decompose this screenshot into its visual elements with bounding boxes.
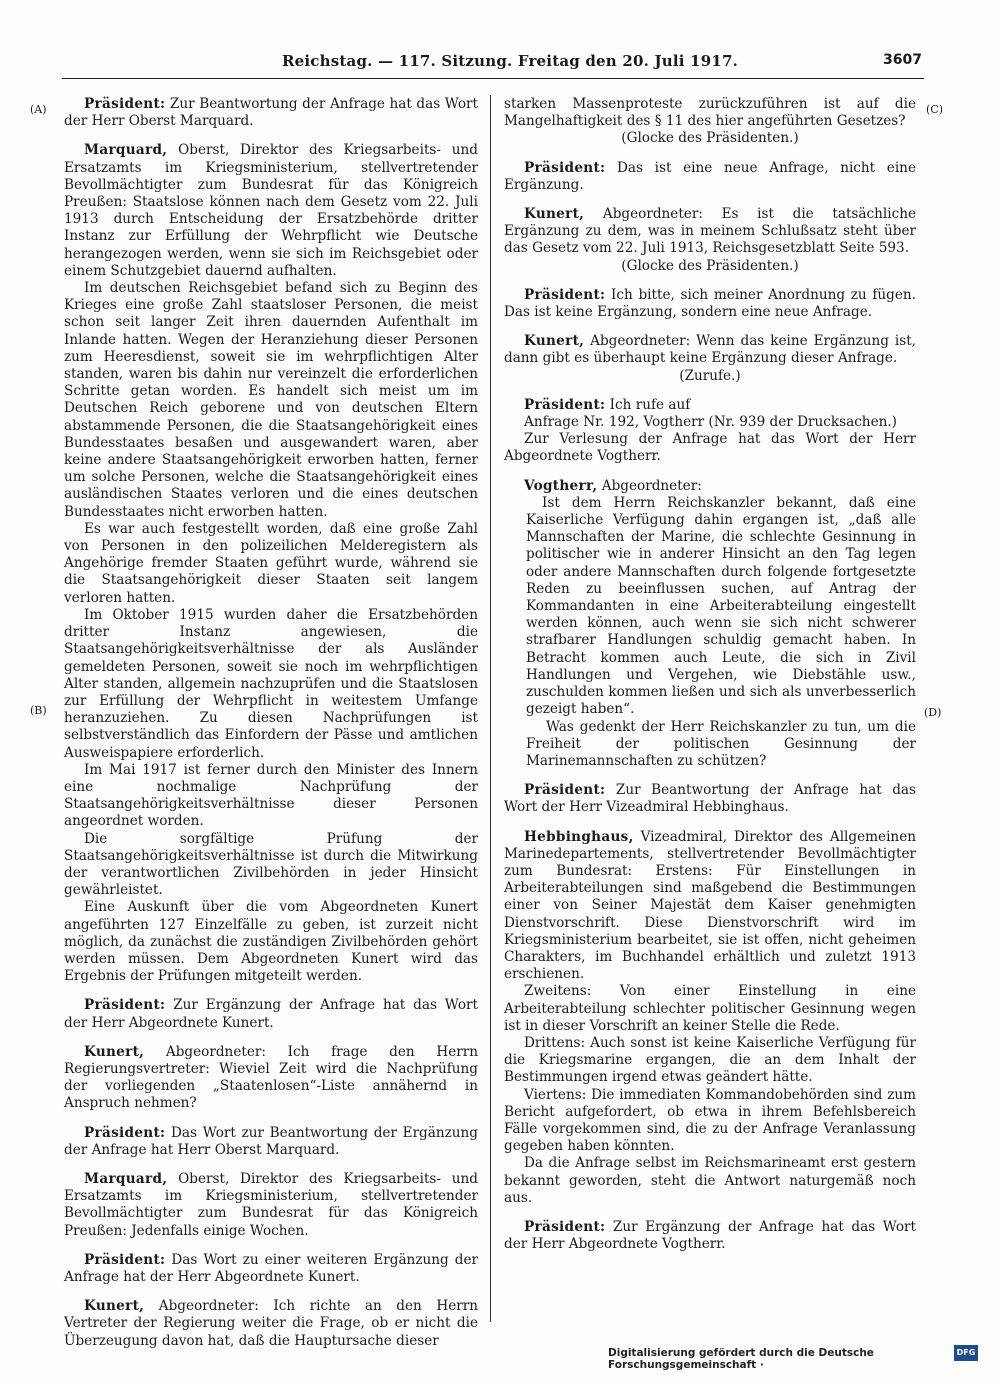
speaker-name: Vogtherr, [524,477,598,494]
stage-direction: (Zurufe.) [679,367,741,384]
left-column [64,96,478,1350]
speaker-name: Hebbinghaus, [524,828,634,845]
paragraph-text: Abgeordneter: Es ist die tatsächliche Ergänzung zu dem, was in meinem Schlußsatz steht über das Gesetz vom 22. Juli 1913, Reichsgesetzblatt Seite 593. [504,206,916,257]
margin-mark-c: (C) [926,103,943,116]
paragraph [504,333,916,367]
speaker-name: Präsident: [524,782,606,799]
paragraph [504,397,916,414]
paragraph-text: Das ist eine neue Anfrage, nicht eine Ergänzung. [504,159,916,193]
paragraph: starken Massenproteste zurückzuführen ist auf die Mangelhaftigkeit des § 11 des hier angeführten Gesetzes? [504,96,916,130]
paragraph [64,997,478,1031]
speaker-name: Präsident: [84,1251,166,1268]
paragraph [64,1298,478,1350]
speaker-name: Präsident: [524,286,606,303]
paragraph-text: Zur Ergänzung der Anfrage hat das Wort der Herr Abgeordnete Vogtherr. [504,1218,916,1253]
footer-text: Digitalisierung gefördert durch die Deutsche Forschungsgemeinschaft · [608,1347,874,1371]
paragraph: Im Oktober 1915 wurden daher die Ersatzbehörden dritter Instanz angewiesen, die Staatsangehörigkeitsverhältnisse der als Ausländer gemeldeten Personen, soweit sie noch im wehrpflichtigen Alter standen, allgemein nachzuprüfen und die Staatslosen zur Erfüllung der Wehrpflicht in weitestem Umfange heranzuziehen. Zu diesen Nachprüfungen ist selbstverständlich das Einfordern der Pässe und amtlichen Ausweispapiere erforderlich. [64,606,478,761]
margin-mark-d: (D) [924,706,942,719]
logo-text: DFG [956,1348,976,1357]
speaker-name: Marquard, [84,1170,168,1187]
paragraph-text: Zur Ergänzung der Anfrage hat das Wort der Herr Abgeordnete Kunert. [64,997,478,1031]
paragraph-text: Das Wort zur Beantwortung der Ergänzung der Anfrage hat Herr Oberst Marquard. [64,1124,478,1158]
paragraph-text: Oberst, Direktor des Kriegsarbeits- und Ersatzamts im Kriegsministerium, stellvertretender Bevollmächtigter zum Bundesrat für das Königreich Preußen: Staatslose können nach dem Gesetz vom 22. Juli 1913 durch Entscheidung der Ersatzbehörde dritter Instanz zur Erfüllung der Wehrpflicht wie Deutsche herangezogen werden, wenn sie sich im Reichsgebiet oder einem Schutzgebiet dauernd aufhalten. [64,142,478,279]
paragraph [504,782,916,816]
paragraph-text: Zur Beantwortung der Anfrage hat das Wort der Herr Oberst Marquard. [64,96,478,130]
paragraph: Drittens: Auch sonst ist keine Kaiserliche Verfügung für die Kriegsmarine ergangen, die an dem Inhalt der Bestimmungen irgend etwas geändert hätte. [504,1034,916,1086]
paragraph: Es war auch festgestellt worden, daß eine große Zahl von Personen in den polizeilichen Melderegistern als Angehörige fremder Staaten geführt wurde, während sie die Staatsangehörigkeit dieser Staaten seit langem verloren hatten. [64,520,478,606]
running-header [282,52,922,76]
paragraph-text: Ich rufe auf [605,396,691,413]
paragraph: Im deutschen Reichsgebiet befand sich zu Beginn des Krieges eine große Zahl staatsloser Personen, die meist schon seit langer Zeit ihren dauernden Aufenthalt im Inlande hatten. Wegen der Heranziehung dieser Personen zum Heeresdienst, soweit sie im wehrpflichtigen Alter standen, waren bis dahin nur vereinzelt die erforderlichen Schritte getan worden. Es handelt sich meist um im Deutschen Reich geborene und von deutschen Eltern abstammende Personen, die die Staatsangehörigkeit eines Bundesstaates besaßen und ausgewandert waren, aber keine andere Staatsangehörigkeit erworben hatten, ferner um solche Personen, welche die Staatsangehörigkeit eines ausländischen Staates verloren und die eines deutschen Bundesstaates nicht erworben hatten. [64,280,478,520]
speaker-name: Kunert, [84,1043,145,1060]
dfg-logo [954,1345,978,1361]
paragraph [64,1125,478,1159]
paragraph: Eine Auskunft über die vom Abgeordneten Kunert angeführten 127 Einzelfälle zu geben, ist zurzeit nicht möglich, da zunächst die zuständigen Zivilbehörden gehört werden müssen. Dem Abgeordneten Kunert wird das Ergebnis der Prüfungen mitgeteilt werden. [64,899,478,985]
paragraph: Zweitens: Von einer Einstellung in eine Arbeiterabteilung schlechter politischer Gesinnung wegen ist in dieser Vorschrift an keiner Stelle die Rede. [504,983,916,1034]
paragraph [504,287,916,321]
paragraph-text: Zur Beantwortung der Anfrage hat das Wort der Herr Vizeadmiral Hebbinghaus. [504,782,916,816]
paragraph [504,160,916,194]
paragraph [64,1044,478,1113]
margin-mark-a: (A) [30,103,47,116]
paragraph-text: Das Wort zu einer weiteren Ergänzung der Anfrage hat der Herr Abgeordnete Kunert. [64,1251,478,1285]
paragraph [64,1252,478,1286]
speaker-name: Präsident: [524,396,606,413]
paragraph-text: Abgeordneter: Wenn das keine Ergänzung ist, dann gibt es überhaupt keine Ergänzung dieser Anfrage. [504,333,916,367]
paragraph-text: Abgeordneter: [597,477,702,494]
speaker-name: Kunert, [524,333,585,350]
paragraph [504,478,916,495]
paragraph-text: Abgeordneter: Ich frage den Herrn Regierungsvertreter: Wieviel Zeit wird die Nachprüfung der vorliegenden „Staatenlosen“-Liste annähernd in Anspruch nehmen? [64,1043,478,1112]
paragraph-text: Ich bitte, sich meiner Anordnung zu fügen. Das ist keine Ergänzung, sondern eine neue Anfrage. [504,286,916,321]
quote-paragraph: Ist dem Herrn Reichskanzler bekannt, daß eine Kaiserliche Verfügung dahin ergangen ist, „daß alle Mannschaften der Marine, die schlechte Gesinnung in politischer wie in anderer Hinsicht an den Tag legen oder andere Mannschaften durch folgende fortgesetzte Reden zu beeinflussen suchen, auf Antrag der Kommandanten in eine Arbeiterabteilung eingestellt werden können, auch wenn sie sich nicht schwerer strafbarer Handlungen schuldig gemacht haben. In Betracht kommen auch Leute, die sich in Zivil Handlungen und Vergehen, wie Diebstähle usw., zuschulden kommen ließen und sich als unverbesserlich gezeigt haben“. [526,494,916,718]
paragraph-text: Oberst, Direktor des Kriegsarbeits- und Ersatzamts im Kriegsministerium, stellvertretender Bevollmächtigter zum Bundesrat für das Königreich Preußen: Jedenfalls einige Wochen. [64,1170,478,1239]
paragraph: Im Mai 1917 ist ferner durch den Minister des Innern eine nochmalige Nachprüfung der Staatsangehörigkeitsverhältnisse dieser Personen angeordnet worden. [64,761,478,830]
paragraph [64,96,478,130]
paragraph [504,206,916,258]
paragraph [64,142,478,280]
column-divider [490,95,491,1322]
page-number: 3607 [883,52,922,68]
paragraph [64,1171,478,1240]
right-column [504,96,916,1253]
header-rule [62,78,924,79]
paragraph: Zur Verlesung der Anfrage hat das Wort der Herr Abgeordnete Vogtherr. [504,431,916,465]
question-quote [504,495,916,770]
quote-paragraph: Was gedenkt der Herr Reichskanzler zu tun, um die Freiheit der politischen Gesinnung der Marinemannschaften zu schützen? [526,718,916,769]
stage-direction: (Glocke des Präsidenten.) [621,130,799,147]
funding-footer [608,1345,978,1371]
paragraph: Die sorgfältige Prüfung der Staatsangehörigkeitsverhältnisse ist durch die Mitwirkung der verantwortlichen Zivilbehörden in jeder Hinsicht gewährleistet. [64,830,478,899]
agenda-item: Anfrage Nr. 192, Vogtherr (Nr. 939 der Drucksachen.) [524,414,897,431]
paragraph [504,829,916,984]
paragraph-text: Abgeordneter: Ich richte an den Herrn Vertreter der Regierung weiter die Frage, ob er nicht die Überzeugung davon hat, daß die Hauptursache dieser [64,1298,478,1349]
stage-direction: (Glocke des Präsidenten.) [621,257,799,274]
paragraph: Viertens: Die immediaten Kommandobehörden sind zum Bericht aufgefordert, ob etwa in ihrem Befehlsbereich Fälle vorgekommen sind, die zu der Anfrage Veranlassung gegeben haben könnten. [504,1086,916,1155]
speaker-name: Präsident: [84,96,166,112]
margin-mark-b: (B) [30,704,47,717]
speaker-name: Kunert, [84,1298,145,1315]
speaker-name: Präsident: [524,1218,606,1235]
speaker-name: Marquard, [84,142,168,159]
speaker-name: Präsident: [524,159,606,176]
speaker-name: Präsident: [84,1124,166,1141]
paragraph: Da die Anfrage selbst im Reichsmarineamt erst gestern bekannt geworden, steht die Antwort naturgemäß noch aus. [504,1155,916,1206]
header-title: Reichstag. — 117. Sitzung. Freitag den 20. Juli 1917. [282,52,739,70]
paragraph-text: Vizeadmiral, Direktor des Allgemeinen Marinedepartements, stellvertretender Bevollmächtigter zum Bundesrat: Erstens: Für Einstellungen in Arbeiterabteilungen sind maßgebend die Bestimmungen einer von Seiner Majestät dem Kaiser genehmigten Dienstvorschrift. Diese Dienstvorschrift wird im Kriegsministerium bearbeitet, sie ist offen, nicht geheimen Charakters, im Buchhandel erhältlich und zuletzt 1913 erschienen. [504,828,916,983]
paragraph [504,1219,916,1253]
speaker-name: Präsident: [84,997,166,1014]
speaker-name: Kunert, [524,206,585,223]
